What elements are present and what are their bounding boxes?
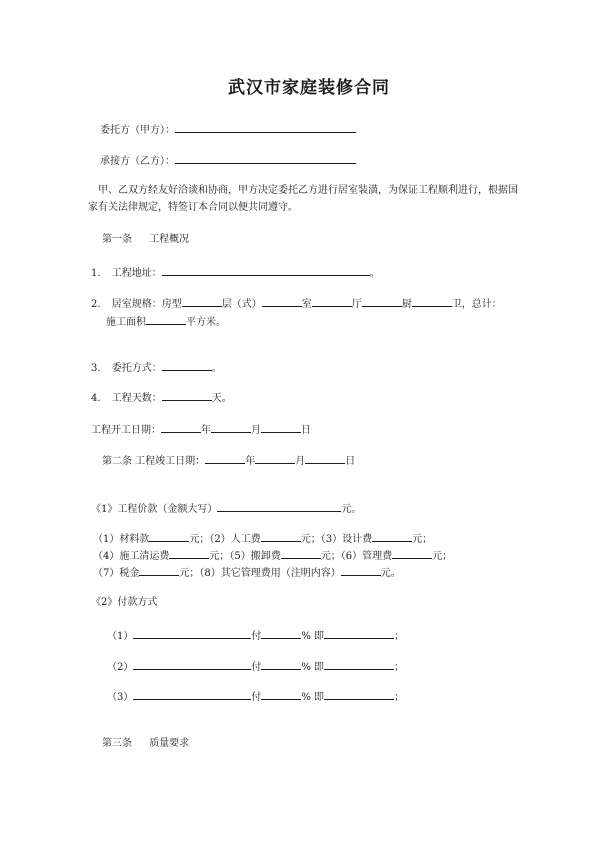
item2-part-hall: 厅 (351, 299, 362, 310)
hall-blank[interactable] (362, 296, 402, 307)
payment-stage-blank[interactable] (133, 659, 251, 670)
item1-num: 1. (91, 268, 101, 279)
item2-line1 (91, 296, 502, 310)
payment-row-1 (107, 628, 404, 642)
item1-line (91, 265, 380, 279)
payment-row-3 (107, 689, 404, 703)
item1-end: 。 (369, 268, 380, 279)
fee-management-label: 元；（6）管理费 (320, 551, 393, 562)
method-blank[interactable] (162, 360, 212, 371)
room-blank[interactable] (312, 296, 352, 307)
item2-area-label: 施工面积 (106, 317, 146, 328)
party-a-blank[interactable] (175, 122, 356, 133)
payment-row-num: （2） (107, 662, 134, 673)
fee-labor-label: 元；（2）人工费 (189, 534, 261, 545)
article2-line (102, 453, 355, 467)
fee-labor-blank[interactable] (261, 531, 301, 542)
item2-label: 居室规格：房型 (111, 299, 182, 310)
payment-row-num: （1） (107, 631, 134, 642)
article1-num: 第一条 (102, 234, 132, 245)
end-month-blank[interactable] (255, 453, 295, 464)
item2-part-floor: 层（式） (221, 299, 262, 310)
item2-part-bath: 卫，总计： (451, 299, 502, 310)
fee-design-blank[interactable] (372, 531, 412, 542)
fee-design-label: 元；（3）设计费 (300, 534, 373, 545)
payment-pay-label: 付 (251, 662, 262, 673)
fee-row3-end: 元。 (380, 568, 401, 579)
fee-moving-blank[interactable] (281, 548, 321, 559)
fee-tax-blank[interactable] (139, 565, 179, 576)
fee-tax-label: （7）税金 (93, 568, 140, 579)
payment-stage-blank[interactable] (133, 689, 251, 700)
fee-material-blank[interactable] (149, 531, 189, 542)
party-b-line (100, 153, 356, 167)
article1-heading (102, 235, 189, 245)
payment-percent-blank[interactable] (261, 689, 301, 700)
fee-moving-label: 元；（5）搬卸费 (209, 551, 281, 562)
payment-percent-label: % 即 (301, 692, 325, 703)
payment-percent-blank[interactable] (261, 659, 301, 670)
payment-percent-blank[interactable] (261, 628, 301, 639)
start-day-blank[interactable] (261, 422, 301, 433)
payment-title: 《2》付款方式 (91, 597, 158, 608)
payment-pay-label: 付 (251, 631, 262, 642)
days-blank[interactable] (162, 390, 212, 401)
price-label: 《1》工程价款（金额大写） (91, 504, 218, 515)
fee-other-label: 元；（8）其它管理费用（注明内容） (179, 568, 341, 579)
kitchen-blank[interactable] (412, 296, 452, 307)
party-a-label: 委托方（甲方）： (100, 125, 175, 136)
start-date-label: 工程开工日期： (91, 425, 161, 436)
party-b-label: 承接方（乙方）： (100, 156, 175, 167)
party-a-line (100, 122, 356, 136)
item4-num: 4. (91, 393, 101, 404)
address-blank[interactable] (162, 265, 370, 276)
payment-amount-blank[interactable] (324, 628, 394, 639)
item2-part-room: 室 (301, 299, 312, 310)
end-year-blank[interactable] (205, 453, 245, 464)
end-day-blank[interactable] (305, 453, 345, 464)
item3-label: 委托方式： (111, 363, 162, 374)
intro-paragraph: 甲、乙双方经友好洽谈和协商，甲方决定委托乙方进行居室装潢，为保证工程顺利进行，根据国家有关法律规定，特签订本合同以便共同遵守。 (88, 185, 518, 213)
fee-management-blank[interactable] (392, 548, 432, 559)
payment-row-end: ； (394, 662, 405, 673)
payment-percent-label: % 即 (301, 631, 325, 642)
item4-line (91, 390, 232, 404)
item4-end: 天。 (211, 393, 232, 404)
fee-cleanup-blank[interactable] (169, 548, 209, 559)
payment-pay-label: 付 (251, 692, 262, 703)
payment-amount-blank[interactable] (324, 659, 394, 670)
item3-end: 。 (211, 363, 222, 374)
article3-num: 第三条 (102, 738, 132, 749)
area-blank[interactable] (146, 314, 186, 325)
fee-cleanup-label: （4）施工清运费 (93, 551, 170, 562)
payment-row-num: （3） (107, 692, 134, 703)
item2-area-unit: 平方米。 (186, 317, 226, 328)
payment-row-end: ； (394, 631, 405, 642)
fee-row2-end: 元； (432, 551, 453, 562)
room-type-blank[interactable] (182, 296, 222, 307)
party-b-blank[interactable] (175, 153, 356, 164)
end-day: 日 (345, 456, 356, 467)
price-line (91, 501, 361, 515)
fee-material-label: （1）材料款 (93, 534, 150, 545)
start-year: 年 (201, 425, 211, 436)
item3-num: 3. (91, 363, 101, 374)
start-date-line (91, 422, 311, 436)
article3-heading (102, 739, 189, 749)
floor-blank[interactable] (262, 296, 302, 307)
payment-stage-blank[interactable] (133, 628, 251, 639)
end-year: 年 (245, 456, 256, 467)
payment-percent-label: % 即 (301, 662, 325, 673)
price-blank[interactable] (217, 501, 341, 512)
item1-label: 工程地址： (111, 268, 162, 279)
start-month-blank[interactable] (211, 422, 251, 433)
fees-row-1 (93, 531, 432, 545)
article1-title: 工程概况 (149, 234, 190, 245)
payment-row-2 (107, 659, 404, 673)
price-end: 元。 (341, 504, 362, 515)
item3-line (91, 360, 222, 374)
item2-num: 2. (91, 299, 101, 310)
start-year-blank[interactable] (161, 422, 201, 433)
item2-line2 (106, 314, 226, 328)
payment-amount-blank[interactable] (324, 689, 394, 700)
fee-other-blank[interactable] (341, 565, 381, 576)
item4-label: 工程天数： (111, 393, 162, 404)
start-day: 日 (301, 425, 311, 436)
start-month: 月 (251, 425, 261, 436)
fees-row-3 (93, 565, 401, 579)
article2-label: 第二条 工程竣工日期： (102, 456, 206, 467)
payment-row-end: ； (394, 692, 405, 703)
fee-row1-end: 元； (412, 534, 433, 545)
page-title: 武汉市家庭装修合同 (228, 78, 390, 98)
item2-part-kitchen: 厨 (401, 299, 412, 310)
article3-title: 质量要求 (149, 738, 190, 749)
end-month: 月 (295, 456, 306, 467)
fees-row-2 (93, 548, 452, 562)
